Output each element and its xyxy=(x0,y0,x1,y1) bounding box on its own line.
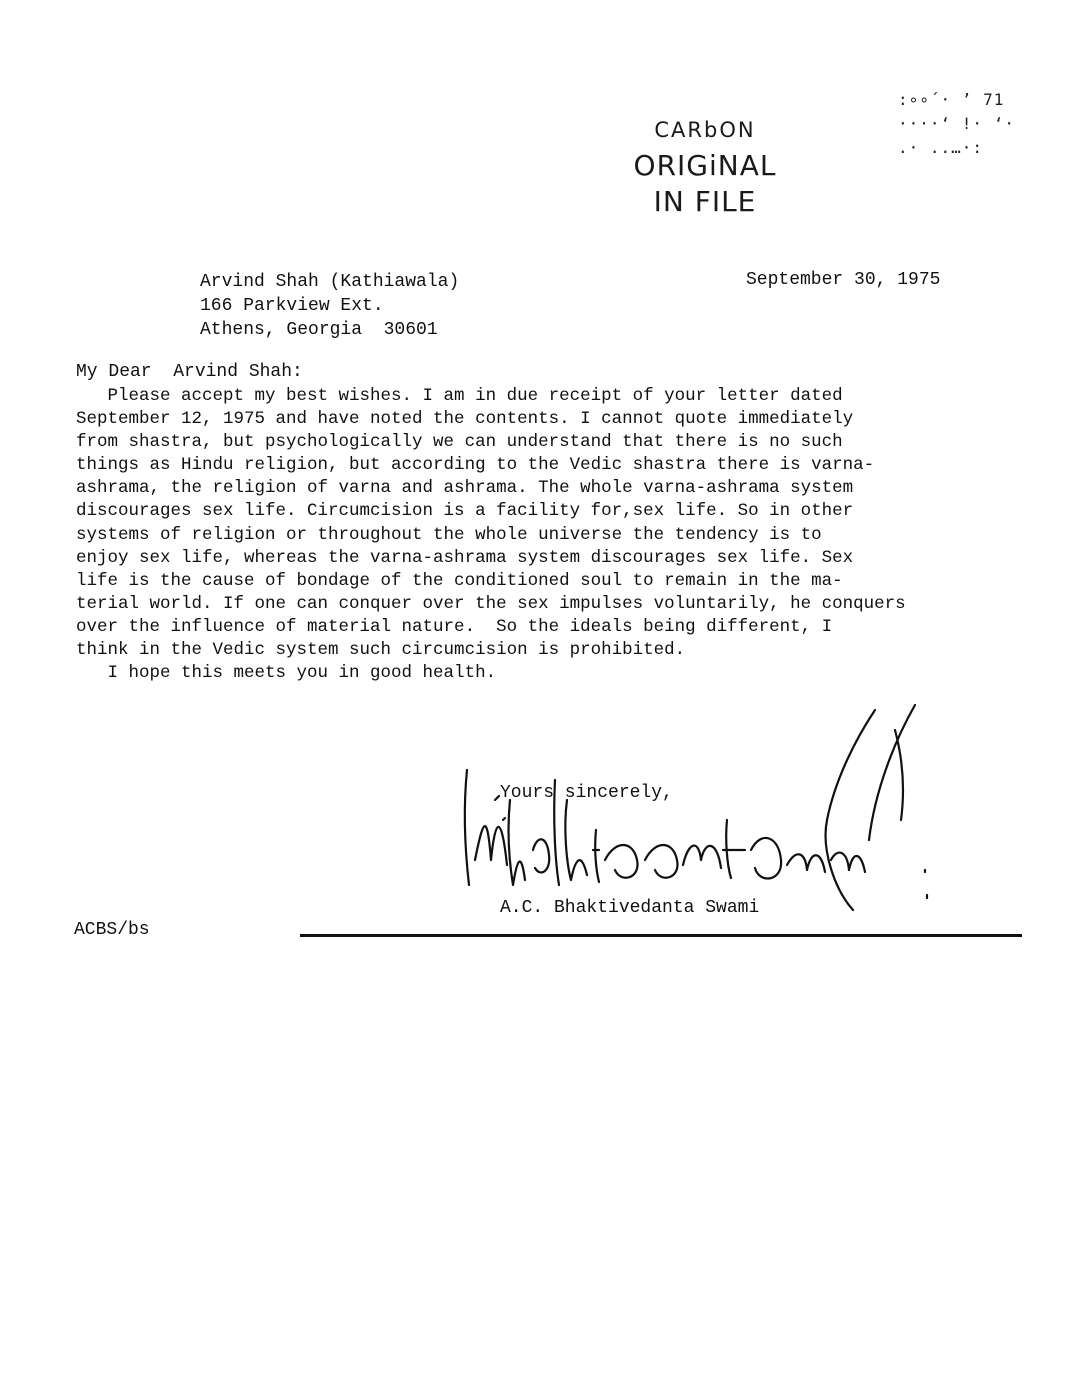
body-line: over the influence of material nature. So the ideals being different, I xyxy=(76,616,833,637)
letter-body xyxy=(76,385,996,685)
carbon-label: CARbON xyxy=(654,118,756,142)
recipient-address xyxy=(200,270,459,342)
body-line: think in the Vedic system such circumcision is prohibited. xyxy=(76,640,686,661)
recipient-city: Athens, Georgia 30601 xyxy=(200,320,438,340)
body-line: from shastra, but psychologically we can understand that there is no such xyxy=(76,432,843,453)
body-line: enjoy sex life, whereas the varna-ashrama system discourages sex life. Sex xyxy=(76,547,854,568)
typist-initials: ACBS/bs xyxy=(74,920,150,940)
body-line: life is the cause of bondage of the conditioned soul to remain in the ma- xyxy=(76,570,843,591)
recipient-name: Arvind Shah (Kathiawala) xyxy=(200,272,460,292)
corner-stamp-line-3: .· ..…·: xyxy=(898,138,984,157)
recipient-street: 166 Parkview Ext. xyxy=(200,296,384,316)
letter-date: September 30, 1975 xyxy=(746,270,941,290)
signatory-name: A.C. Bhaktivedanta Swami xyxy=(500,898,760,918)
body-line: terial world. If one can conquer over the sex impulses voluntarily, he conquers xyxy=(76,593,906,614)
signature-rule xyxy=(300,934,1022,937)
original-label: ORIGiNAL xyxy=(633,149,777,182)
in-file-label: IN FILE xyxy=(653,185,757,218)
corner-stamp xyxy=(898,88,1015,168)
body-line: discourages sex life. Circumcision is a facility for,sex life. So in other xyxy=(76,501,854,522)
corner-stamp-line-2: ····‘ !· ‘· xyxy=(898,114,1015,133)
carbon-original-stamp xyxy=(620,118,790,220)
salutation: My Dear Arvind Shah: xyxy=(76,362,303,382)
body-line: September 12, 1975 and have noted the contents. I cannot quote immediately xyxy=(76,409,854,430)
body-line: I hope this meets you in good health. xyxy=(76,663,497,684)
body-line: ashrama, the religion of varna and ashrama. The whole varna-ashrama system xyxy=(76,478,854,499)
closing: Yours sincerely, xyxy=(500,783,673,803)
body-line: systems of religion or throughout the whole universe the tendency is to xyxy=(76,524,822,545)
body-line: things as Hindu religion, but according to the Vedic shastra there is varna- xyxy=(76,455,875,476)
handwritten-signature xyxy=(455,700,955,930)
corner-stamp-line-1: :∘∘´· ’ 71 xyxy=(898,90,1005,109)
body-line: Please accept my best wishes. I am in due receipt of your letter dated xyxy=(76,386,843,406)
